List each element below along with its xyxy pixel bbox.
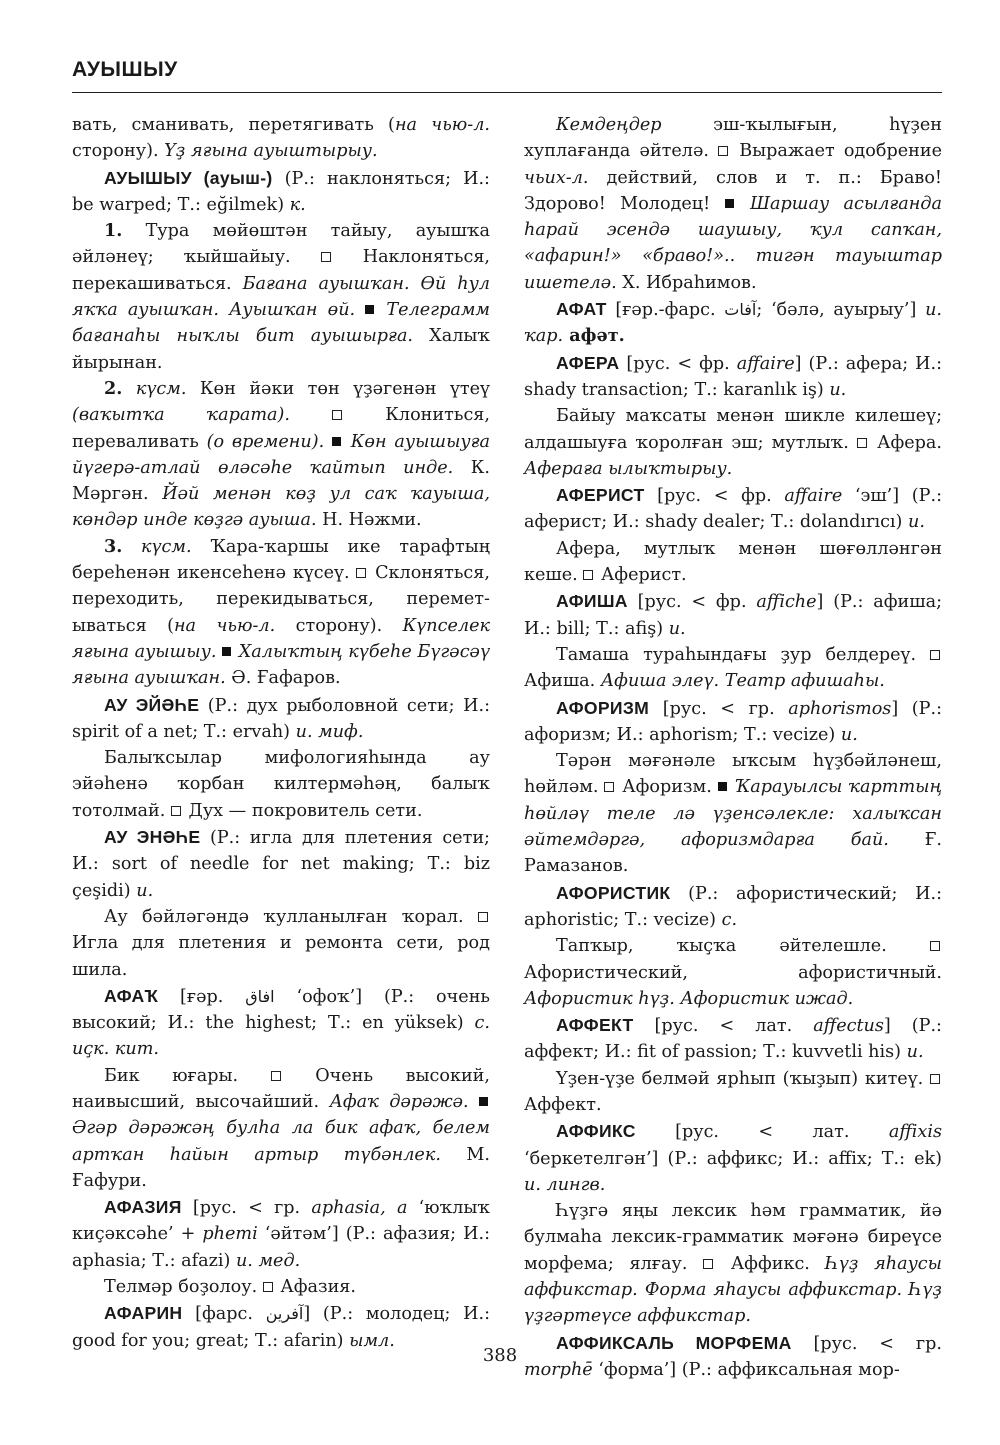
text-run: [рус. < фр. — [627, 592, 757, 613]
text-run: [фарс. — [182, 1304, 266, 1325]
sense-1 — [72, 218, 490, 376]
headword: АФОРИСТИК — [556, 882, 671, 903]
text-run: Ҡара-ҡаршы ике тарафтың береһенән икенсеһенә күсеү. — [72, 536, 490, 584]
text-run: и. — [908, 512, 925, 533]
text-run: чьих-л. — [524, 167, 589, 188]
text-run: и. — [840, 724, 858, 745]
text-run: affixis — [888, 1122, 942, 1143]
text-run: (ваҡытҡа ҡарата). — [72, 405, 290, 426]
entry-aferist — [524, 482, 942, 536]
definition — [72, 904, 490, 983]
text-run: Ҡарауылсы ҡарттың һөйләү теле лә үҙенсәлекле: халыҡсан әйтемдәргә, афоризмдарға бай. — [524, 777, 943, 851]
text-run: Н. Нәжми. — [316, 510, 422, 531]
text-run: на чью-л. — [394, 115, 490, 135]
text-run: [рус. < гр. — [181, 1198, 312, 1219]
text-run: ] (Р.: аффект; И.: fit of passion; Т.: kuvvetli his) — [524, 1016, 942, 1063]
text-run: Тапҡыр, ҡыҫҡа әйтелешле. — [556, 936, 930, 957]
text-run: (Р.: наклоняться; И.: be warped; Т.: eğilmek) — [72, 168, 490, 215]
text-run: Наклоняться, перекашиваться. — [72, 247, 491, 294]
text-run: Дух — покровитель сети. — [182, 800, 423, 821]
definition — [524, 536, 942, 589]
text-run: ‘юҡлыҡ киҫәксәһе’ + — [72, 1198, 490, 1245]
example-black-square-icon — [479, 1097, 488, 1106]
text-run: Үҙ яғына ауыштырыу. — [164, 141, 378, 162]
text-run: Ә. Ғафаров. — [225, 668, 341, 689]
text-run: Клониться, переваливать — [72, 405, 490, 452]
definition — [524, 112, 942, 296]
text-run: [рус. < лат. — [635, 1122, 889, 1143]
translation-square-icon — [332, 410, 342, 420]
text-run: Әгәр дәрәжәң булһа ла бик афаҡ, белем артҡан һайын артыр түбәнлек. — [72, 1118, 490, 1165]
text-run: К. Мәргән. — [72, 457, 490, 505]
text-run: Х. Ибраһимов. — [616, 272, 757, 293]
text-run: ] (Р.: афера; И.: shady transaction; Т.: karanlık iş) — [524, 353, 943, 400]
translation-square-icon — [718, 146, 728, 156]
text-run: Һүҙ яһаусы аффикстар. Форма яһаусы аффикстар. Һүҙ үҙгәртеүсе аффикстар. — [524, 1253, 942, 1327]
text-run: Халыҡтың күбеһе Бүгәсәү яғына ауышҡан. — [72, 641, 490, 689]
text-run: (о времени). — [206, 431, 325, 452]
text-run: Көн йәки төн үҙәгенән үтеү — [186, 378, 490, 399]
text-run: Аффикс. — [715, 1253, 826, 1274]
text-run: вать, сманивать, перетягивать ( — [72, 115, 395, 135]
page-number: 388 — [482, 1345, 518, 1366]
text-run: күсм. — [122, 536, 192, 557]
arabic-etymon: آفرين — [265, 1304, 304, 1324]
definition — [524, 403, 942, 482]
text-run: ] (Р.: афоризм; И.: aphorism; Т.: vecize) — [524, 698, 942, 745]
text-run: Һүҙгә яңы лексик һәм грамматик, йә булмаһа лексик-грамматик мәғәнә биреүсе морфема; ялғау. — [524, 1201, 942, 1274]
text-run: М. Ғафури. — [72, 1144, 491, 1191]
text-run: Кемдеңдер — [556, 115, 662, 135]
text-run: Тамаша тураһындағы ҙур белдереү. — [556, 644, 930, 665]
example-black-square-icon — [365, 305, 374, 314]
example-black-square-icon — [332, 437, 341, 446]
definition — [72, 1063, 490, 1194]
text-run: [рус. < фр. — [644, 486, 785, 507]
text-run: Афазия. — [274, 1277, 357, 1298]
headword: АФАТ — [556, 299, 607, 320]
text-run: сторону). — [275, 615, 403, 636]
entry-au-eyehe — [72, 692, 490, 746]
text-run: Выражает одобрение — [730, 141, 942, 162]
text-run: ‘офоҡ’] (Р.: очень высокий; И.: the highest; Т.: en yüksek) — [72, 986, 490, 1034]
header-rule — [72, 92, 942, 93]
text-run: ‘форма’] (Р.: аффиксальная мор- — [592, 1359, 900, 1380]
right-column — [524, 112, 942, 1383]
text-run: Афиша элеү. Театр афишаһы. — [600, 671, 885, 692]
text-run: [рус. < лат. — [633, 1016, 814, 1037]
translation-square-icon — [271, 1071, 281, 1081]
text-run: действий, слов и т. п.: Браво! Здорово! Молодец! — [524, 167, 942, 214]
headword: АФЕРА — [556, 352, 620, 373]
text-run: и. — [829, 379, 847, 400]
translation-square-icon — [930, 941, 940, 951]
headword: АФАРИН — [104, 1303, 183, 1324]
definition — [524, 1198, 942, 1329]
example-black-square-icon — [725, 199, 734, 208]
text-run: ымл. — [349, 1330, 395, 1351]
text-run: и. миф. — [295, 721, 364, 742]
text-run: и. мед. — [235, 1250, 301, 1271]
translation-square-icon — [356, 568, 366, 578]
translation-square-icon — [930, 1074, 940, 1084]
text-run: Афоризм. — [616, 777, 718, 798]
text-run: Байыу маҡсаты менән шикле килешеү; алдашыуға ҡоролған эш; мутлыҡ. — [524, 406, 942, 453]
headword: АУ ЭЙӘҺЕ — [104, 694, 200, 715]
entry-afisha — [524, 588, 942, 642]
entry-affekt — [524, 1012, 942, 1066]
text-run: [ғәр.-фарс. — [606, 300, 725, 321]
entry-continuation — [72, 112, 490, 165]
text-run: Күпселек яғына ауышыу. — [72, 615, 490, 662]
sense-3 — [72, 534, 490, 692]
translation-square-icon — [171, 806, 181, 816]
text-run: affectus — [813, 1016, 884, 1037]
translation-square-icon — [703, 1259, 713, 1269]
text-run: ‘беркетелгән’] (Р.: аффикс; И.: affix; Т.: ek) — [524, 1148, 942, 1169]
definition — [524, 748, 942, 879]
text-run: ‘әйтәм’] (Р.: афазия; И.: aphasia; Т.: afazi) — [72, 1224, 490, 1271]
definition — [72, 1274, 490, 1300]
text-run: и. лингв. — [524, 1174, 606, 1195]
definition — [524, 933, 942, 1012]
definition — [524, 1066, 942, 1119]
definition — [524, 642, 942, 695]
text-run: 2. — [104, 377, 123, 399]
headword: АФАҠ — [104, 985, 159, 1006]
text-run: [рус. < гр. — [791, 1333, 942, 1354]
text-run: и. ҡар. — [524, 300, 942, 347]
headword: АФФИКСАЛЬ МОРФЕМА — [556, 1332, 792, 1353]
entry-aforizm — [524, 695, 942, 749]
text-run: aphasia, a — [311, 1198, 408, 1219]
text-run: Йәй менән көҙ ул саҡ ҡауыша, көндәр инде көҙгә ауыша. — [72, 484, 490, 531]
text-run: pheті — [202, 1224, 258, 1245]
text-run: и. — [136, 880, 154, 901]
text-run: affiche — [756, 592, 817, 613]
text-run: эш-ҡылығын, һүҙен хуплағанда әйтелә. — [524, 115, 942, 162]
text-run: [рус. < фр. — [619, 353, 737, 374]
arabic-etymon: افاق — [245, 986, 275, 1006]
headword: АУЫШЫУ (ауыш-) — [104, 167, 273, 188]
text-run: күсм. — [122, 378, 187, 399]
entry-afak — [72, 983, 490, 1063]
text-run: (Р.: афористический; И.: aphoristic; Т.: vecize) — [524, 883, 942, 930]
text-run: Шаршау асылғанда һарай эсендә шаушыу, ҡул сапҡан, «афарин!» «браво!».. тигән тауыштар ишетелә. — [524, 193, 943, 293]
running-head: АУЫШЫУ — [72, 58, 178, 81]
text-run: Афористический, афористичный. — [524, 962, 942, 983]
text-run: Тәрән мәғәнәле ыҡсым һүҙбәйләнеш, һөйләм. — [524, 751, 942, 798]
entry-afera — [524, 350, 942, 404]
translation-square-icon — [583, 570, 593, 580]
headword: АФОРИЗМ — [556, 697, 650, 718]
entry-au-eneһe — [72, 824, 490, 904]
example-black-square-icon — [718, 782, 727, 791]
text-run: Ау бәйләгәндә ҡулланылған ҡорал. — [104, 906, 478, 927]
text-run: Игла для плетения и ремонта сети, род шила. — [72, 933, 490, 980]
translation-square-icon — [857, 438, 867, 448]
entry-afaziya — [72, 1194, 490, 1274]
text-run: Склоняться, переходить, перекидываться, переметываться ( — [72, 563, 490, 636]
text-run: Афера, мутлыҡ менән шөғөлләнгән кеше. — [524, 538, 942, 586]
text-run: Аферист. — [595, 565, 687, 586]
text-run: афәт. — [563, 325, 625, 347]
text-run: ] (Р.: афиша; И.: bill; Т.: afiş) — [524, 592, 943, 639]
text-run: Афера. — [868, 432, 942, 453]
text-run: [ғәр. — [158, 986, 246, 1007]
headword: АФАЗИЯ — [104, 1197, 182, 1218]
headword: АФИША — [556, 591, 628, 612]
text-run: к. — [289, 194, 306, 215]
text-run: affaire — [784, 486, 843, 507]
left-column — [72, 112, 490, 1354]
translation-square-icon — [478, 912, 488, 922]
translation-square-icon — [604, 782, 614, 792]
text-run: Халыҡ йырынан. — [72, 326, 490, 373]
text-run: на чью-л. — [173, 615, 276, 636]
text-run: (Р.: игла для плетения сети; И.: sort of needle for net making; Т.: biz çeşidi) — [72, 828, 490, 901]
text-run: с. — [721, 909, 738, 930]
text-run: сторону). — [72, 141, 165, 162]
sense-2 — [72, 376, 490, 534]
headword: АФФИКС — [556, 1121, 636, 1142]
text-run: Ғ. Рамазанов. — [524, 830, 942, 877]
text-run: morphē — [524, 1359, 593, 1380]
text-run: Аффект. — [524, 1094, 602, 1115]
text-run: Афераға ылыҡтырыу. — [524, 458, 733, 479]
text-run: Балыҡсылар мифологияһында ау эйәһенә ҡорбан килтермәһәң, балыҡ тотолмай. — [72, 748, 490, 821]
entry-aforistik — [524, 880, 942, 934]
text-run: Телеграмм бағанаһы ныҡлы бит ауышырға. — [72, 300, 491, 347]
entry-afat — [524, 296, 942, 350]
text-run: Бағана ауышҡан. Өй һул яҡҡа ауышҡан. Ауышҡан өй. — [72, 273, 491, 321]
text-run: Телмәр боҙолоу. — [104, 1277, 263, 1298]
text-run: Афористик һүҙ. Афористик ижад. — [524, 988, 854, 1009]
arabic-etymon: آفات — [724, 300, 757, 320]
entry-auyshyu — [72, 165, 490, 219]
text-run: и. — [906, 1042, 924, 1063]
text-run: Очень высокий, наивысший, высочайший. — [72, 1065, 490, 1112]
headword: АФФЕКТ — [556, 1015, 634, 1036]
text-run: Афиша. — [524, 671, 601, 692]
translation-square-icon — [263, 1282, 273, 1292]
headword: АУ ЭНӘҺЕ — [104, 827, 201, 848]
text-run: ] (Р.: молодец; И.: good for you; great; Т.: afarin) — [72, 1304, 490, 1351]
text-run: Көн ауышыуға йүгерә-атлай өләсәһе ҡайтып инде. — [72, 431, 491, 478]
text-run: [рус. < гр. — [649, 698, 789, 719]
definition — [72, 745, 490, 824]
translation-square-icon — [930, 650, 940, 660]
text-run: и. — [668, 618, 686, 639]
text-run: 1. — [104, 220, 123, 242]
translation-square-icon — [321, 252, 331, 262]
text-run: Афаҡ дәрәжә. — [329, 1091, 469, 1112]
text-run: с. иҫк. кит. — [72, 1013, 490, 1060]
headword: АФЕРИСТ — [556, 485, 645, 506]
text-run: ; ‘бәлә, ауырыу’] — [756, 300, 926, 321]
entry-affiks — [524, 1118, 942, 1198]
text-run: affaire — [736, 353, 795, 374]
text-run: ‘эш’] (Р.: аферист; И.: shady dealer; Т.: dolandırıcı) — [524, 486, 942, 533]
text-run: Үҙен-үҙе белмәй ярһып (ҡыҙып) китеү. — [556, 1068, 930, 1089]
text-run: Бик юғары. — [104, 1065, 271, 1086]
text-run: aphorismos — [788, 698, 892, 719]
text-run: (Р.: дух рыболовной сети; И.: spirit of a net; Т.: ervah) — [72, 695, 490, 742]
example-black-square-icon — [222, 647, 231, 656]
text-run: Тура мөйөштән тайыу, ауышҡа әйләнеү; ҡыйшайыу. — [72, 221, 490, 268]
text-run: 3. — [104, 535, 123, 557]
